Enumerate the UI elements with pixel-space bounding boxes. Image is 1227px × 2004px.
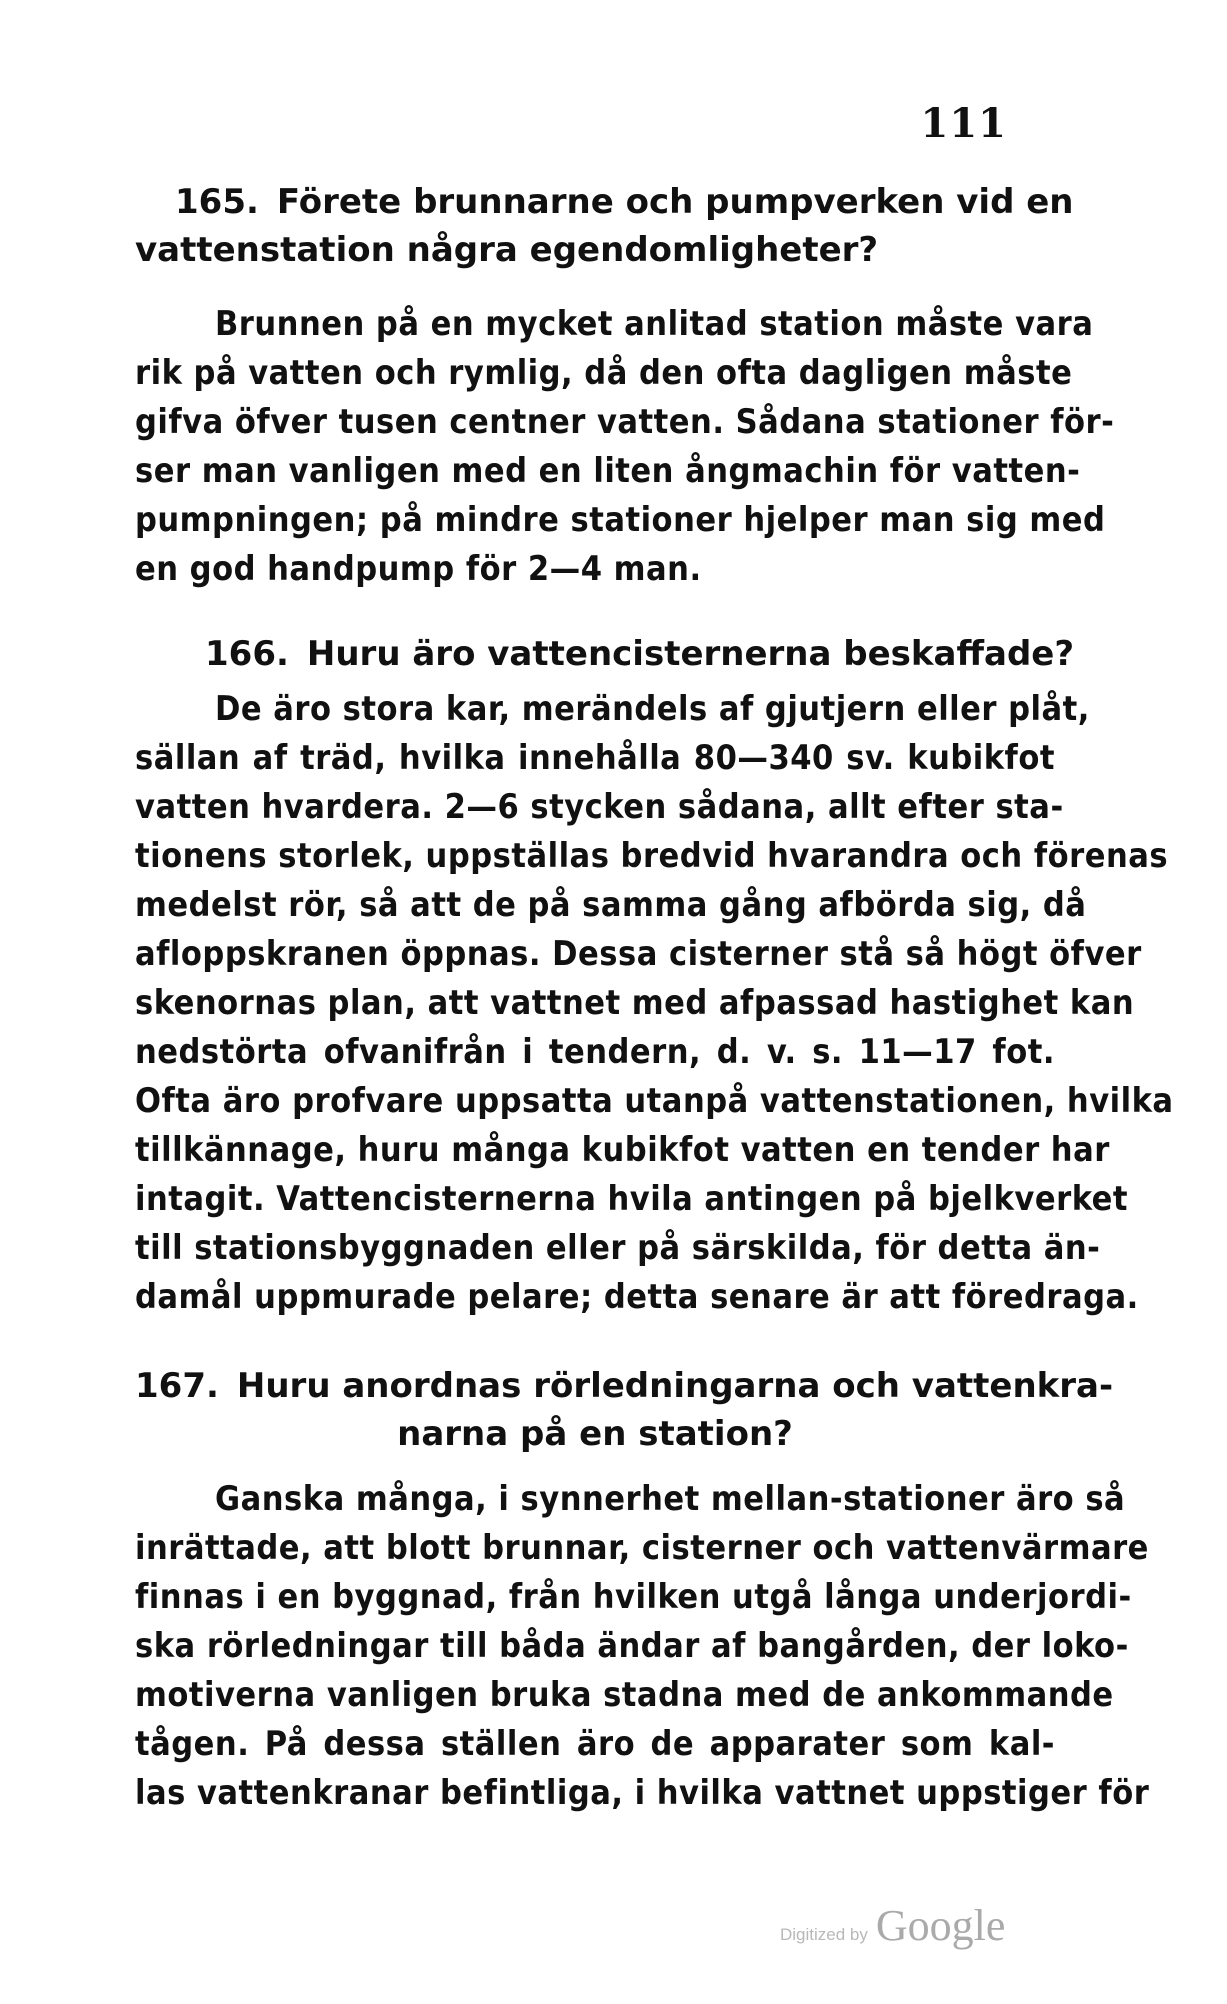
body-line: afloppskranen öppnas. Dessa cisterner stå så högt öfver — [135, 934, 1142, 974]
section-number: 166. — [205, 634, 289, 674]
watermark-brand-logo: Google — [875, 1901, 1006, 1950]
body-line: ska rörledningar till båda ändar af bangården, der loko- — [135, 1626, 1129, 1666]
body-line: ser man vanligen med en liten ångmachin för vatten- — [135, 451, 1081, 491]
body-line: rik på vatten och rymlig, då den ofta dagligen måste — [135, 353, 1073, 393]
body-line: tågen. På dessa ställen äro de apparater som kal- — [135, 1724, 1055, 1764]
body-line: las vattenkranar befintliga, i hvilka vattnet uppstiger för — [135, 1773, 1150, 1813]
section-number: 167. — [135, 1366, 219, 1406]
body-line: intagit. Vattencisternerna hvila antingen på bjelkverket — [135, 1179, 1128, 1219]
body-line: Ofta äro profvare uppsatta utanpå vattenstationen, hvilka — [135, 1081, 1174, 1121]
body-line: Brunnen på en mycket anlitad station måste vara — [215, 304, 1094, 344]
section-heading-text: Förete brunnarne och pumpverken vid en — [276, 182, 1074, 222]
body-line: tillkännage, huru många kubikfot vatten en tender har — [135, 1130, 1110, 1170]
body-line: finnas i en byggnad, från hvilken utgå långa underjordi- — [135, 1577, 1132, 1617]
body-line: motiverna vanligen bruka stadna med de ankommande — [135, 1675, 1114, 1715]
body-line: till stationsbyggnaden eller på särskilda, för detta än- — [135, 1228, 1101, 1268]
body-line: medelst rör, så att de på samma gång afbörda sig, då — [135, 885, 1087, 925]
body-line: damål uppmurade pelare; detta senare är att föredraga. — [135, 1277, 1139, 1317]
section-heading-line — [175, 178, 1074, 226]
section-heading-line — [135, 1362, 1114, 1410]
body-line: Ganska många, i synnerhet mellan-stationer äro så — [215, 1479, 1126, 1519]
section-heading-line — [205, 630, 1075, 678]
section-number: 165. — [175, 182, 259, 222]
digitized-watermark — [780, 1900, 1005, 1951]
page-number: 111 — [920, 100, 1007, 147]
body-line: vatten hvardera. 2—6 stycken sådana, allt efter sta- — [135, 787, 1064, 827]
body-line: gifva öfver tusen centner vatten. Sådana stationer för- — [135, 402, 1115, 442]
section-heading-line: vattenstation några egendomligheter? — [135, 230, 879, 270]
body-line: nedstörta ofvanifrån i tendern, d. v. s. 11—17 fot. — [135, 1032, 1055, 1072]
body-line: pumpningen; på mindre stationer hjelper man sig med — [135, 500, 1106, 540]
section-heading-text: Huru äro vattencisternerna beskaffade? — [306, 634, 1075, 674]
section-heading-text: Huru anordnas rörledningarna och vattenkra- — [236, 1366, 1114, 1406]
section-heading-line: narna på en station? — [397, 1414, 793, 1454]
watermark-prefix: Digitized by — [780, 1925, 868, 1944]
body-line: sällan af träd, hvilka innehålla 80—340 sv. kubikfot — [135, 738, 1055, 778]
body-line: tionens storlek, uppställas bredvid hvarandra och förenas — [135, 836, 1169, 876]
body-line: skenornas plan, att vattnet med afpassad hastighet kan — [135, 983, 1135, 1023]
body-line: De äro stora kar, merändels af gjutjern eller plåt, — [215, 689, 1090, 729]
body-line: inrättade, att blott brunnar, cisterner och vattenvärmare — [135, 1528, 1149, 1568]
body-line: en god handpump för 2—4 man. — [135, 549, 702, 589]
